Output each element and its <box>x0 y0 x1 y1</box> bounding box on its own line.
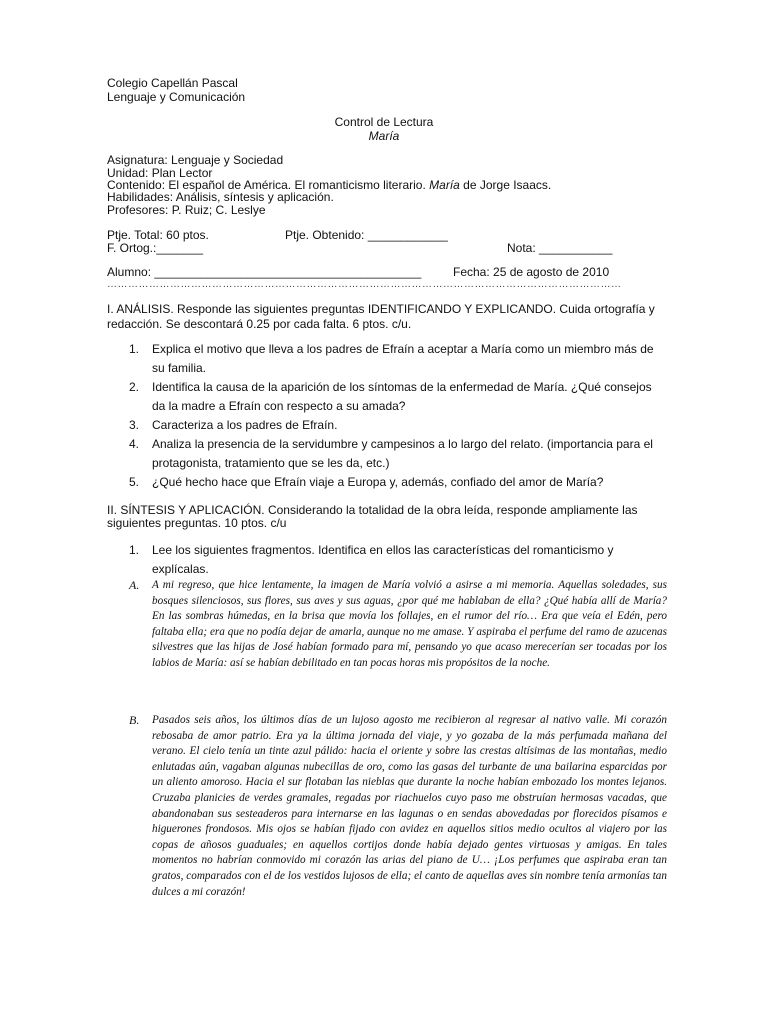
section2-questions <box>107 541 667 579</box>
question-text: Explica el motivo que lleva a los padres de Efraín a aceptar a María como un miembro más de su familia. <box>152 342 654 375</box>
book-title: María <box>368 129 400 143</box>
question-text: Lee los siguientes fragmentos. Identifica en ellos las características del romanticismo y explícalas. <box>152 543 614 576</box>
list-item <box>107 416 667 435</box>
total-score: Ptje. Total: 60 ptos. <box>107 228 209 242</box>
dotted-divider: ………………………………………………………………………………………………………………………………… <box>107 280 622 290</box>
unit-line: Unidad: Plan Lector <box>107 166 213 180</box>
question-text: Analiza la presencia de la servidumbre y campesinos a lo largo del relato. (importancia para el protagonista, tratamiento que se les da, etc.) <box>152 437 653 470</box>
skills-line: Habilidades: Análisis, síntesis y aplicación. <box>107 190 334 204</box>
student-name-field: Alumno: ________________________________________ <box>107 265 422 279</box>
content-suffix: de Jorge Isaacs. <box>459 178 552 192</box>
fragment-text: Pasados seis años, los últimos días de un lujoso agosto me recibieron al regresar al nativo valle. Mi corazón rebosaba de amor patrio. Era ya la última jornada del viaje, y yo gozaba de la más perfumada mañana del verano. El cielo tenía un tinte azul pálido: hacia el oriente y sobre las crestas altísimas de las montañas, medio enlutadas aún, vagaban algunas nubecillas de oro, como las gasas del turbante de una bailarina esparcidas por un aliento amoroso. Hacia el sur flotaban las nieblas que durante la noche habían embozado los montes lejanos. Cruzaba planicies de verdes gramales, regadas por riachuelos cuyo paso me obstruían hermosas vacadas, que abandonaban sus sesteaderos para internarse en las lagunas o en sendas abovedadas por florecidos písamos e higuerones frondosos. Mis ojos se habían fijado con avidez en aquellos sitios medio ocultos al viajero por las copas de añosos guaduales; en aquellos cortijos donde había dejado gentes virtuosas y amigas. En tales momentos no habrían conmovido mi corazón las arias del piano de U… ¡Los perfumes que aspiraba eran tan gratos, comparados con el de los vestidos lujosos de ella; el canto de aquellas aves sin nombre tenía armonías tan dulces a mi corazón! <box>152 714 667 898</box>
list-item <box>107 435 667 473</box>
question-number: 1. <box>129 543 140 557</box>
teachers-line: Profesores: P. Ruiz; C. Leslye <box>107 203 266 217</box>
content-prefix: Contenido: El español de América. El romanticismo literario. <box>107 178 430 192</box>
fragment-letter: B. <box>129 713 140 727</box>
question-text: Caracteriza a los padres de Efraín. <box>152 418 338 432</box>
section1-questions <box>107 340 667 492</box>
subject-line: Asignatura: Lenguaje y Sociedad <box>107 153 284 167</box>
content-book: María <box>429 178 460 192</box>
question-number: 5. <box>129 475 140 489</box>
fragment-b <box>107 713 667 900</box>
spelling-errors: F. Ortog.:_______ <box>107 241 204 255</box>
list-item <box>107 541 667 579</box>
exam-title: Control de Lectura <box>334 115 434 129</box>
question-number: 2. <box>129 380 140 394</box>
question-text: ¿Qué hecho hace que Efraín viaje a Europa y, además, confiado del amor de María? <box>152 475 604 489</box>
fragment-letter: A. <box>129 578 140 592</box>
list-item <box>107 378 667 416</box>
question-number: 4. <box>129 437 140 451</box>
list-item <box>107 473 667 492</box>
fragment-a <box>107 578 667 672</box>
question-text: Identifica la causa de la aparición de los síntomas de la enfermedad de María. ¿Qué consejos da la madre a Efraín con respecto a su amada? <box>152 380 652 413</box>
school-name: Colegio Capellán Pascal <box>107 76 238 90</box>
list-item <box>107 340 667 378</box>
section2-instructions: II. SÍNTESIS Y APLICACIÓN. Considerando la totalidad de la obra leída, responde ampliamente las siguientes preguntas. 10 ptos. c/u <box>107 503 638 530</box>
grade-field: Nota: ___________ <box>507 241 613 255</box>
question-number: 1. <box>129 342 140 356</box>
question-number: 3. <box>129 418 140 432</box>
date-line: Fecha: 25 de agosto de 2010 <box>453 265 610 279</box>
fragment-text: A mi regreso, que hice lentamente, la imagen de María volvió a asirse a mi memoria. Aquellas soledades, sus bosques silenciosos, sus flores, sus aves y sus aguas, ¿por qué me hablaban de ella? ¿Qué había allí de María? En las sombras húmedas, en la brisa que movía los follajes, en el rumor del río… Era que veía el Edén, pero faltaba ella; era que no podía dejar de amarla, aunque no me amase. Y aspiraba el perfume del ramo de azucenas silvestres que las hijas de José habían formado para mí, pensando yo que acaso merecerían ser tocadas por los labios de María: así se habían debilitado en tan pocas horas mis propósitos de la noche. <box>152 579 667 669</box>
section1-instructions: I. ANÁLISIS. Responde las siguientes preguntas IDENTIFICANDO Y EXPLICANDO. Cuida ortografía y redacción. Se descontará 0.25 por cada falta. 6 ptos. c/u. <box>107 302 655 331</box>
obtained-score: Ptje. Obtenido: ____________ <box>285 228 448 242</box>
department-name: Lenguaje y Comunicación <box>107 90 246 104</box>
